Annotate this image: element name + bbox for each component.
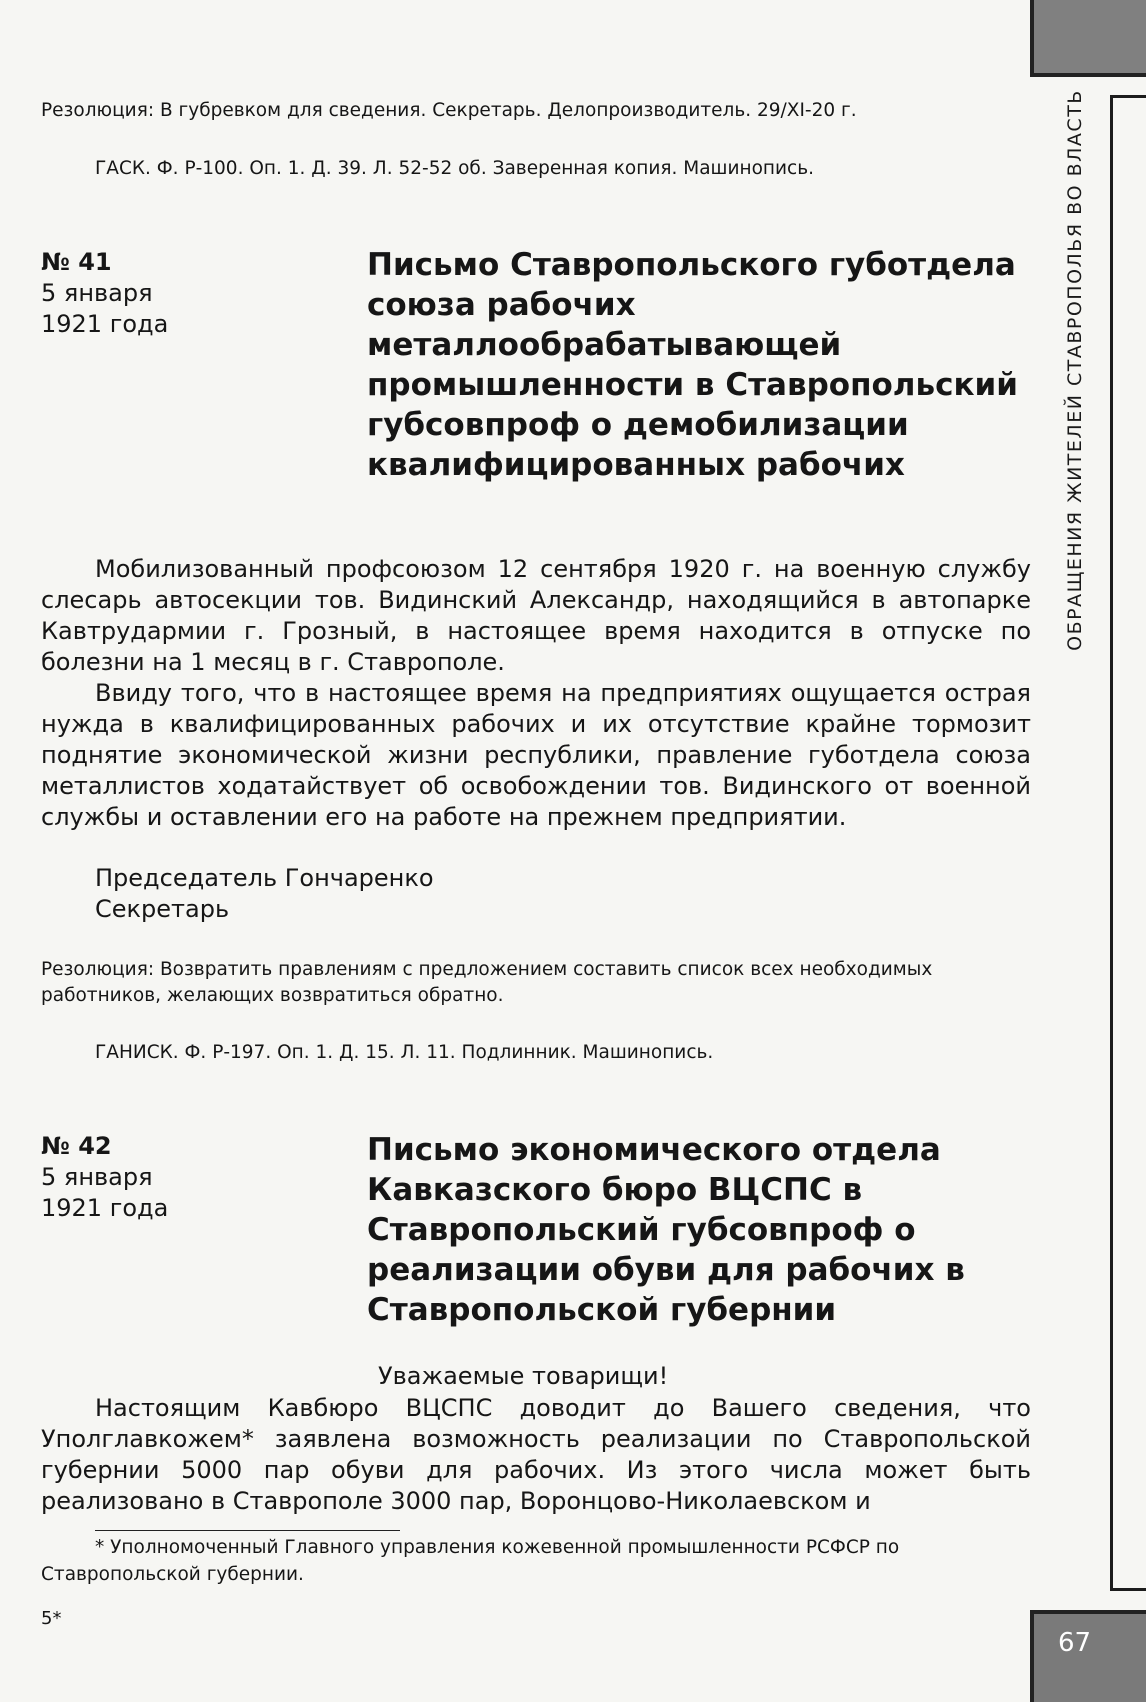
doc41-header [41, 247, 168, 340]
doc42-body [41, 1393, 1031, 1517]
doc41-body [41, 554, 1031, 833]
doc42-paragraph1: Настоящим Кавбюро ВЦСПС доводит до Вашего сведения, что Уполглавкожем* заявлена возможность реализации по Ставропольской губернии 5000 пар обуви для рабочих. Из этого числа может быть реализовано в Ставрополе 3000 пар, Воронцово-Николаевском и [41, 1394, 1031, 1515]
doc41-signature1: Председатель Гончаренко [95, 864, 434, 892]
doc41-paragraph2: Ввиду того, что в настоящее время на предприятиях ощущается острая нужда в квалифицированных рабочих и их отсутствие крайне тормозит поднятие экономической жизни республики, правление губотдела союза металлистов ходатайствует об освобождении тов. Видинского от военной службы и оставлении его на работе на прежнем предприятии. [41, 679, 1031, 831]
top-archive-ref: ГАСК. Ф. Р-100. Оп. 1. Д. 39. Л. 52-52 об. Заверенная копия. Машинопись. [95, 158, 814, 179]
doc42-header [41, 1131, 168, 1224]
doc42-footnote: * Уполномоченный Главного управления кожевенной промышленности РСФСР по Ставропольской губернии. [41, 1537, 900, 1585]
side-frame [1110, 95, 1146, 1591]
doc42-date-line1: 5 января [41, 1163, 153, 1191]
doc41-signature2: Секретарь [95, 895, 230, 923]
doc41-number: № 41 [41, 248, 112, 276]
doc41-paragraph1: Мобилизованный профсоюзом 12 сентября 1920 г. на военную службу слесарь автосекции тов. Видинский Александр, находящийся в автопарке Кавтрудармии г. Грозный, в настоящее время находится в отпуске по болезни на 1 месяц в г. Ставрополе. [41, 555, 1031, 676]
doc41-date-line2: 1921 года [41, 310, 169, 338]
doc41-archive-ref: ГАНИСК. Ф. Р-197. Оп. 1. Д. 15. Л. 11. Подлинник. Машинопись. [95, 1042, 714, 1063]
footnote-rule [95, 1530, 400, 1531]
doc41-date-line1: 5 января [41, 279, 153, 307]
doc41-signatures [95, 863, 434, 925]
doc42-number: № 42 [41, 1132, 112, 1160]
page-number: 67 [1058, 1628, 1092, 1658]
side-title: ОБРАЩЕНИЯ ЖИТЕЛЕЙ СТАВРОПОЛЬЯ ВО ВЛАСТЬ [1064, 89, 1086, 651]
doc42-date-line2: 1921 года [41, 1194, 169, 1222]
doc42-title: Письмо экономического отдела Кавказского бюро ВЦСПС в Ставропольский губсовпроф о реализации обуви для рабочих в Ставропольской губернии [367, 1132, 965, 1328]
doc42-greeting: Уважаемые товарищи! [378, 1362, 669, 1390]
side-title-block [1055, 0, 1095, 680]
doc41-resolution: Резолюция: Возвратить правлениям с предложением составить список всех необходимых работников, желающих возвратиться обратно. [41, 959, 933, 1006]
doc41-title: Письмо Ставропольского губотдела союза рабочих металлообрабатывающей промышленности в Ставропольский губсовпроф о демобилизации квалифицированных рабочих [367, 247, 1018, 483]
top-resolution: Резолюция: В губревком для сведения. Секретарь. Делопроизводитель. 29/XI-20 г. [41, 100, 857, 121]
signature-mark: 5* [41, 1608, 62, 1629]
